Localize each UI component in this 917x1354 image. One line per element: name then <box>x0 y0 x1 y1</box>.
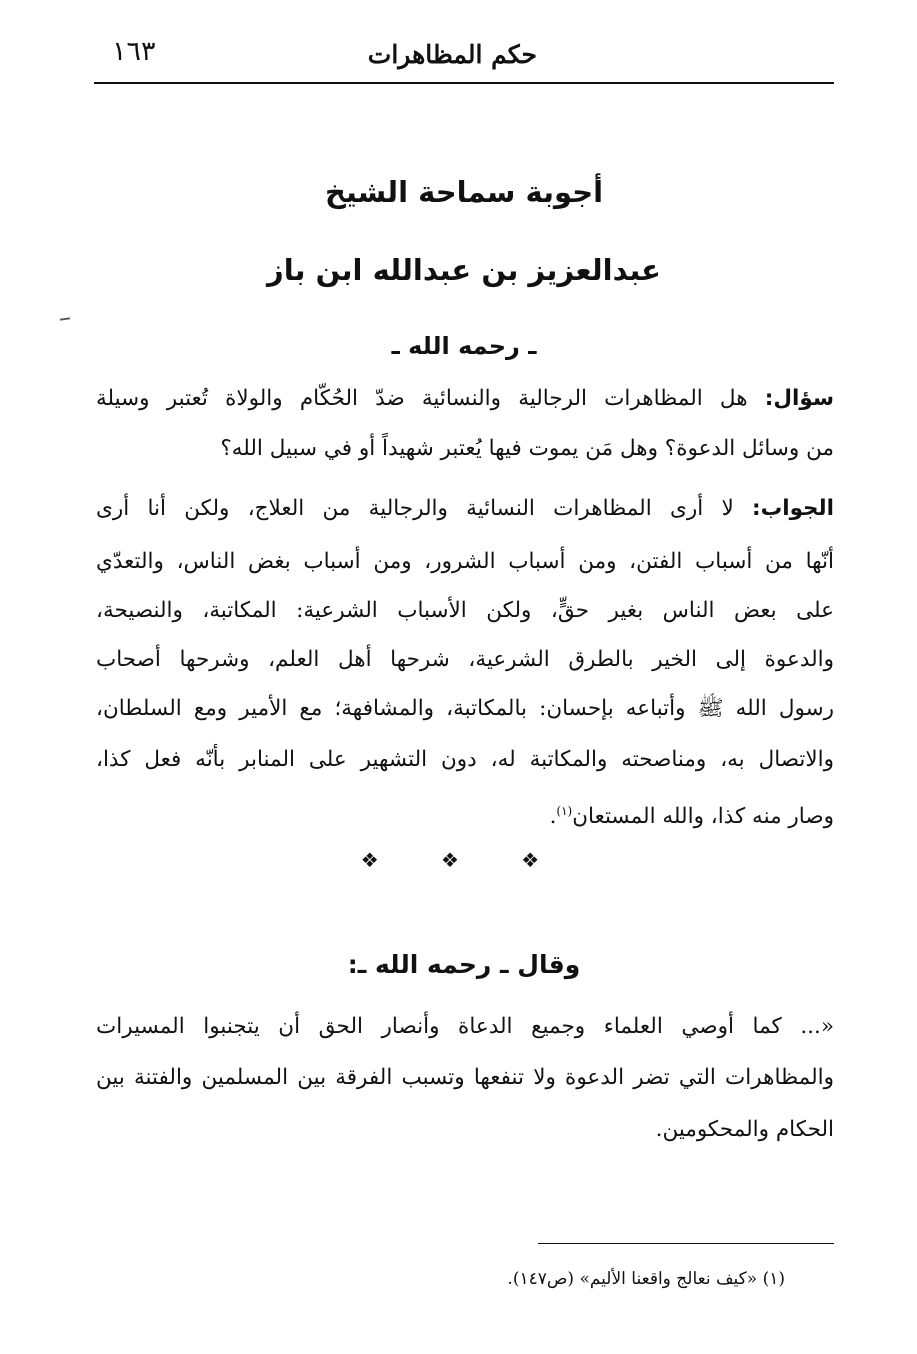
footnote-rule <box>538 1243 834 1244</box>
section-separator: ❖ ❖ ❖ <box>360 848 568 872</box>
title-line-3: ـ رحمه الله ـ <box>391 332 537 360</box>
answer-line: والاتصال به، ومناصحته والمكاتبة له، دون التشهير على المنابر بأنّه فعل كذا، <box>96 747 834 772</box>
end-punctuation: . <box>549 804 557 830</box>
quote-line: والمظاهرات التي تضر الدعوة ولا تنفعها وتسبب الفرقة بين المسلمين والفتنة بين <box>96 1065 834 1090</box>
quote-line: الحكام والمحكومين. <box>655 1117 834 1142</box>
title-block <box>94 172 834 366</box>
answer-text: وصار منه كذا، والله المستعان <box>572 804 834 830</box>
question-text: هل المظاهرات الرجالية والنسائية ضدّ الحُكّام والولاة تُعتبر وسيلة <box>96 386 748 411</box>
section-heading: وقال ـ رحمه الله ـ: <box>347 950 581 979</box>
answer-line: على بعض الناس بغير حقٍّ، ولكن الأسباب الشرعية: المكاتبة، والنصيحة، <box>96 598 834 623</box>
footnote: (١) «كيف نعالج واقعنا الأليم» (ص١٤٧). <box>507 1269 785 1289</box>
title-line-1: أجوبة سماحة الشيخ <box>324 175 604 209</box>
answer-line <box>96 494 834 524</box>
answer-line <box>96 796 834 830</box>
answer-line: رسول الله ﷺ وأتباعه بإحسان: بالمكاتبة، والمشافهة؛ مع الأمير ومع السلطان، <box>96 696 834 721</box>
answer-text: لا أرى المظاهرات النسائية والرجالية من العلاج، ولكن أنا أرى <box>96 496 734 521</box>
running-header: حكم المظاهرات <box>367 40 537 69</box>
answer-line: أنّها من أسباب الفتن، ومن أسباب الشرور، ومن أسباب بغض الناس، والتعدّي <box>96 549 834 574</box>
margin-mark <box>60 317 70 320</box>
quote-line: «... كما أوصي العلماء وجميع الدعاة وأنصار الحق أن يتجنبوا المسيرات <box>96 1014 834 1039</box>
answer-line: والدعوة إلى الخير بالطرق الشرعية، شرحها أهل العلم، وشرحها أصحاب <box>96 647 834 672</box>
question-line <box>96 384 834 414</box>
title-line-2: عبدالعزيز بن عبدالله ابن باز <box>267 253 661 287</box>
answer-label: الجواب: <box>752 496 834 521</box>
page-number: ١٦٣ <box>112 36 156 67</box>
question-label: سؤال: <box>764 386 834 411</box>
header-rule <box>94 82 834 84</box>
footnote-reference[interactable]: (١) <box>556 804 573 818</box>
question-line: من وسائل الدعوة؟ وهل مَن يموت فيها يُعتبر شهيداً أو في سبيل الله؟ <box>220 436 834 461</box>
